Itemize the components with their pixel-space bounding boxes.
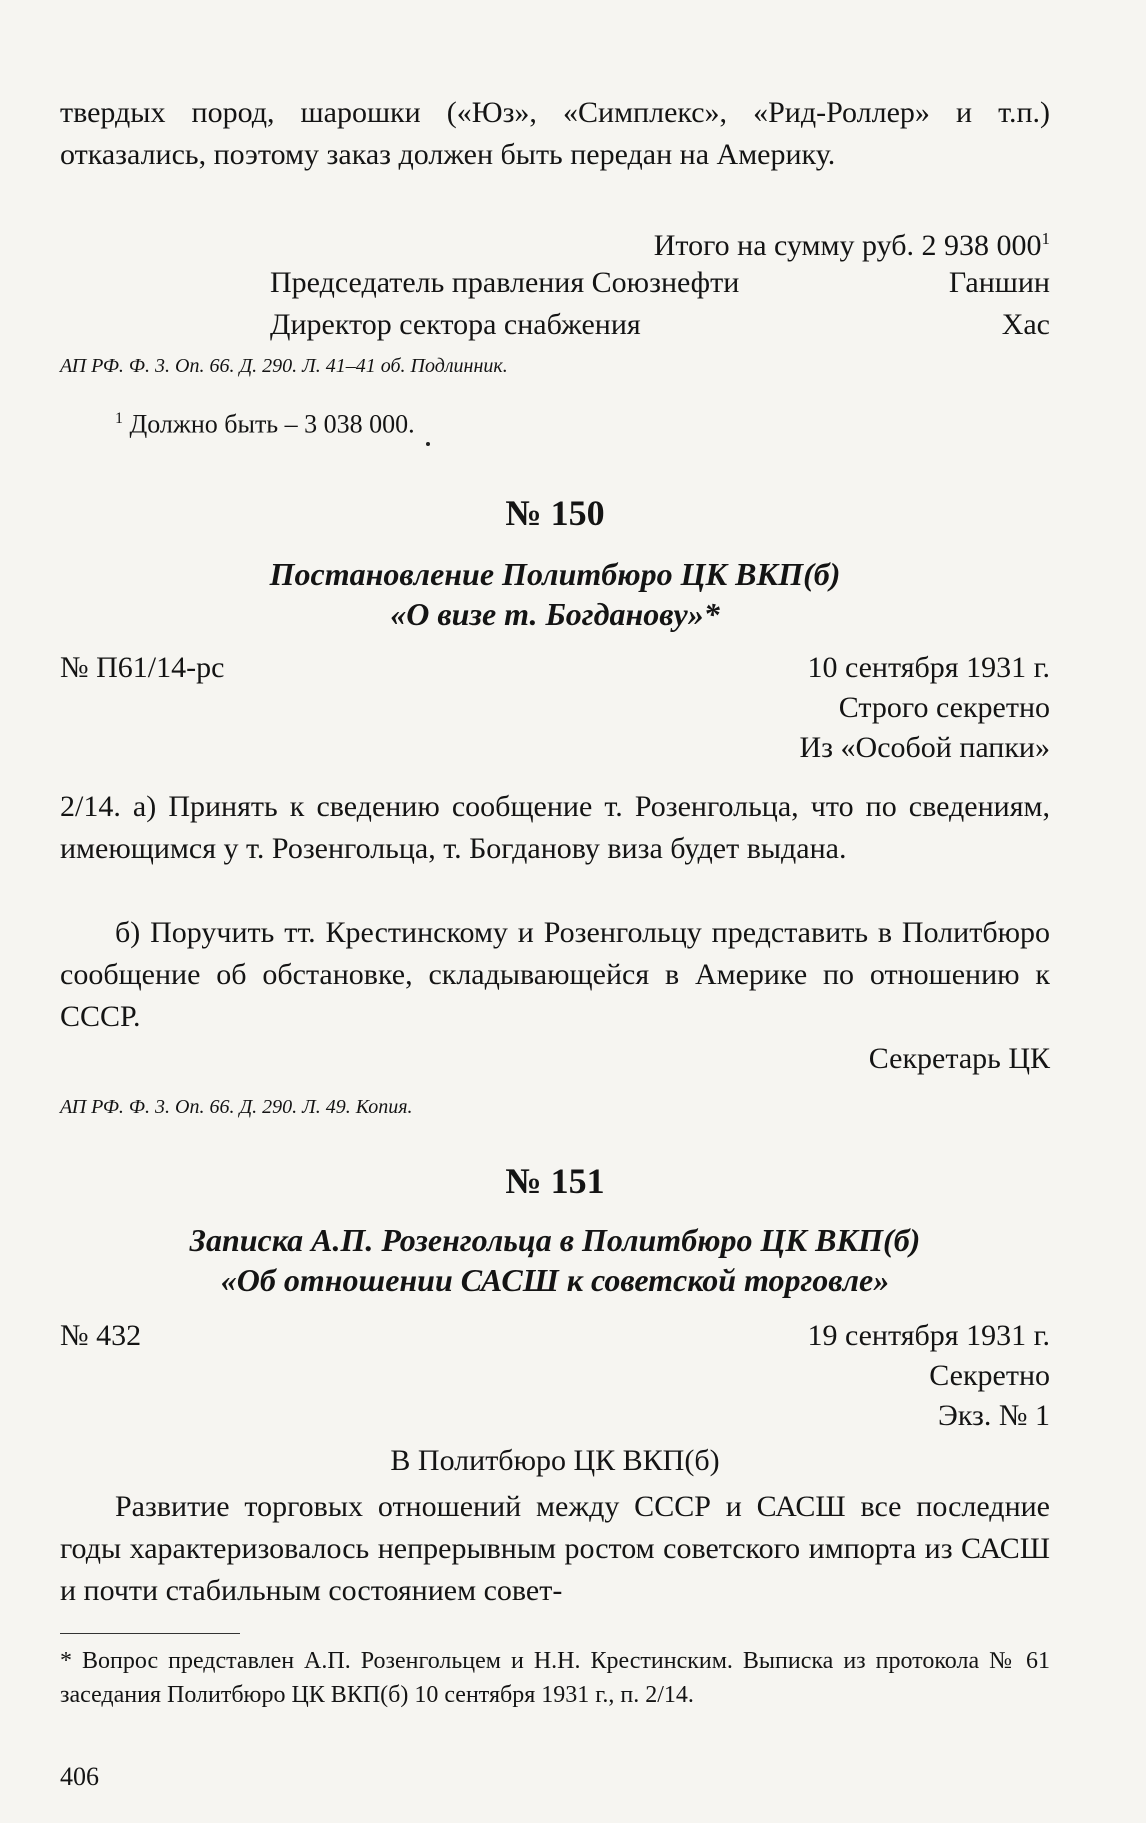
document-number: № 151 (505, 1161, 605, 1201)
document-title-line: Постановление Политбюро ЦК ВКП(б) (269, 556, 841, 592)
classification: Строго секретно (838, 691, 1050, 724)
document-number: № 150 (505, 493, 605, 533)
footnote (60, 1644, 1050, 1712)
endnote-text: Должно быть – 3 038 000. (129, 409, 415, 439)
signature-row (270, 262, 1050, 304)
signature-row (270, 304, 1050, 346)
archive-source: АП РФ. Ф. 3. Оп. 66. Д. 290. Л. 41–41 об. Подлинник. (60, 355, 508, 377)
classification-row (60, 688, 1050, 728)
footnote-divider (60, 1633, 240, 1634)
document-title (60, 1220, 1050, 1300)
endnote-mark: 1 (115, 410, 123, 427)
addressee: В Политбюро ЦК ВКП(б) (390, 1444, 720, 1477)
reference-number: № 432 (60, 1319, 142, 1352)
reference-number: № П61/14-рс (60, 651, 225, 684)
footnote-text: Вопрос представлен А.П. Розенгольцем и Н.Н. Крестинским. Выписка из протокола № 61 заседания Политбюро ЦК ВКП(б) 10 сентября 1931 г., п. 2/14. (60, 1648, 1050, 1708)
signatory-name: Хас (1001, 308, 1050, 341)
classification-row (60, 1356, 1050, 1396)
resolution-item-b: б) Поручить тт. Крестинскому и Розенгольцу представить в Политбюро сообщение об обстановке, складывающейся в Америке по отношению к СССР. (60, 916, 1050, 1033)
page-number: 406 (60, 1762, 99, 1791)
document-title-line: «Об отношении САСШ к советской торговле» (220, 1262, 890, 1298)
copy-number: Экз. № 1 (938, 1399, 1050, 1432)
special-folder: Из «Особой папки» (799, 731, 1050, 764)
classification: Секретно (929, 1359, 1050, 1392)
document-title (60, 554, 1050, 634)
continued-paragraph: твердых пород, шарошки («Юз», «Симплекс», «Рид-Роллер» и т.п.) отказались, поэтому заказ должен быть передан на Америку. (60, 96, 1050, 171)
document-title-line: «О визе т. Богданову»* (390, 596, 720, 632)
document-date: 19 сентября 1931 г. (807, 1319, 1050, 1352)
reference-date-row (60, 1316, 1050, 1356)
memo-paragraph: Развитие торговых отношений между СССР и САСШ все последние годы характеризовалось непрерывным ростом советского импорта из САСШ и почти стабильным состоянием совет- (60, 1490, 1050, 1607)
reference-date-row (60, 648, 1050, 688)
document-date: 10 сентября 1931 г. (807, 651, 1050, 684)
folder-row (60, 728, 1050, 768)
signatory-name: Ганшин (948, 266, 1050, 299)
signatory-title: Председатель правления Союзнефти (270, 266, 740, 299)
total-line (60, 218, 1050, 267)
resolution-item-a: 2/14. а) Принять к сведению сообщение т. Розенгольца, что по сведениям, имеющимся у т. Розенгольца, т. Богданову виза будет выдана. (60, 790, 1050, 865)
signatory-title: Директор сектора снабжения (270, 308, 641, 341)
secretary-signature: Секретарь ЦК (868, 1042, 1050, 1075)
signature-block (270, 262, 1050, 346)
footnote-mark: 1 (1041, 229, 1050, 248)
endnote (60, 402, 1050, 442)
copy-row (60, 1396, 1050, 1436)
archive-source: АП РФ. Ф. 3. Оп. 66. Д. 290. Л. 49. Копия. (60, 1096, 413, 1118)
document-title-line: Записка А.П. Розенгольца в Политбюро ЦК ВКП(б) (189, 1222, 921, 1258)
total-text: Итого на сумму руб. 2 938 000 (653, 229, 1042, 262)
separator-dot (426, 442, 430, 446)
footnote-mark: * (60, 1648, 72, 1674)
